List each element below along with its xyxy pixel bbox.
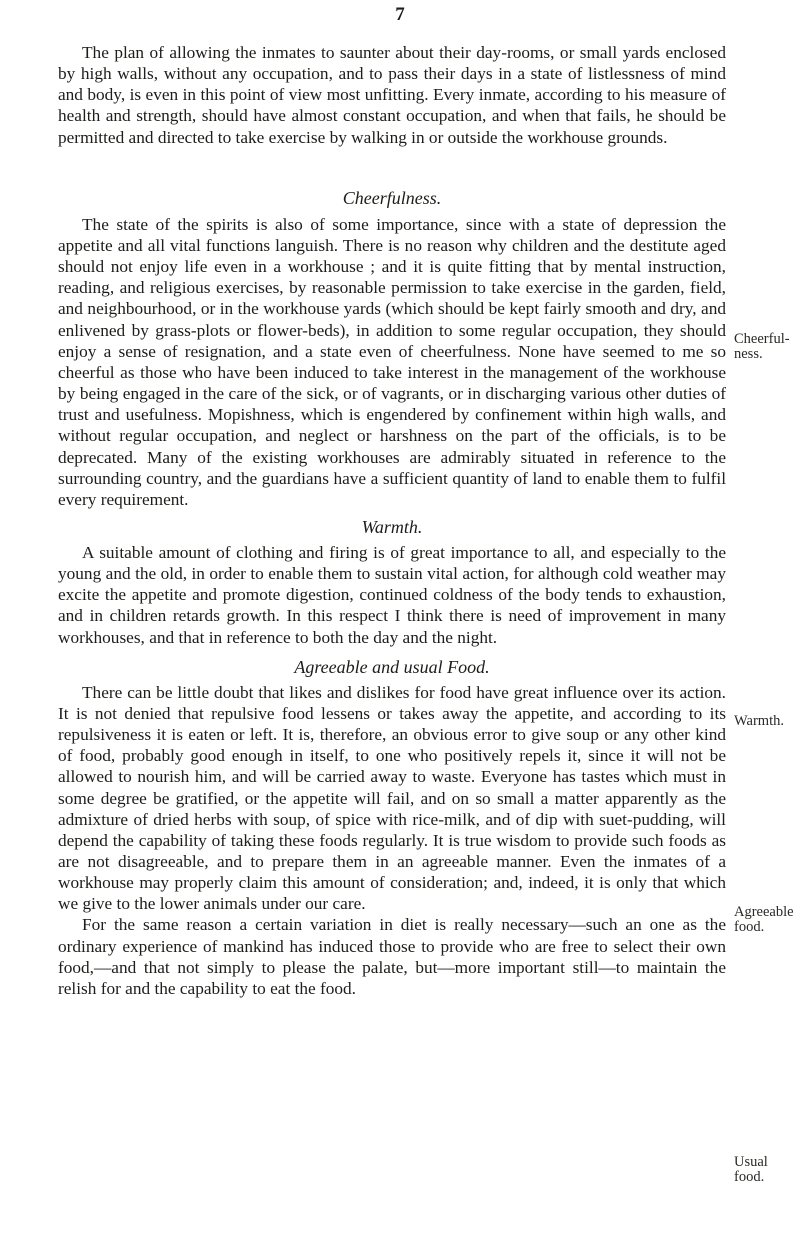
margin-note-line: ness.: [734, 346, 763, 362]
cheerfulness-paragraph: The state of the spirits is also of some importance, since with a state of depression the appetite and all vital functions languish. There is no reason why children and the destitute aged should not enjoy life even in a workhouse ; and it is quite fitting that by mental instruction, reading, and religious exercises, by reasonable permission to take exercise in the garden, field, and neighbourhood, or in the workhouse yards (which should be kept fairly smooth and dry, and enlivened by grass-plots or flower-beds), in addition to some regular occupation, they should enjoy a sense of resignation, and a state even of cheerfulness. None have seemed to me so cheerful as those who have been induced to take interest in the management of the workhouse by being engaged in the care of the sick, or of vagrants, or in discharging various other duties of trust and usefulness. Mopishness, which is engendered by confinement within high walls, and without regular occupation, and neglect or harshness on the part of the officials, is to be deprecated. Many of the existing workhouses are admirably situated in reference to the surrounding country, and the guardians have a sufficient quantity of land to enable them to fulfil every requirement.: [58, 214, 726, 509]
agreeable-food-paragraph: There can be little doubt that likes and dislikes for food have great influence over its action. It is not denied that repulsive food lessens or takes away the appetite, and according to its repulsiveness it is eaten or left. It is, therefore, an obvious error to give soup or any other kind of food, probably good enough in itself, to one who positively repels it, since it will not be allowed to nourish him, and will be carried away to waste. Everyone has tastes which must in some degree be gratified, or the appetite will fail, and on so small a matter apparently as the admixture of dried herbs with soup, of spice with rice-milk, and of dip with suet-pudding, will depend the capability of taking these foods regularly. It is true wisdom to provide such foods as are not disagreeable, and to prepare them in an agreeable manner. Even the inmates of a workhouse may properly claim this amount of consideration; and, indeed, it is only that which we give to the lower animals under our care.: [58, 682, 726, 914]
margin-note-cheerfulness: [734, 332, 800, 362]
heading-agreeable-food: Agreeable and usual Food.: [294, 656, 490, 677]
margin-note-agreeable-food: [734, 905, 800, 935]
margin-note-warmth: Warmth.: [734, 713, 784, 729]
heading-cheerfulness: Cheerfulness.: [342, 187, 442, 208]
page-body: [58, 42, 726, 999]
margin-note-line: Cheerful-: [734, 331, 790, 347]
page-number: 7: [395, 4, 405, 25]
margin-note-usual-food: Usual food.: [734, 1154, 768, 1185]
usual-food-paragraph: For the same reason a certain variation in diet is really necessary—such an one as the ordinary experience of mankind has induced those to provide who are free to select their own food,—and that not simply to please the palate, but—more important still—to maintain the relish for and the capability to eat the food.: [58, 915, 726, 998]
warmth-paragraph: A suitable amount of clothing and firing is of great importance to all, and especially to the young and the old, in order to enable them to sustain vital action, for although cold weather may excite the appetite and promote digestion, continued coldness of the body tends to exhaustion, and in children retards growth. In this respect I think there is need of improvement in many workhouses, and that in reference to both the day and the night.: [58, 542, 726, 647]
margin-note-line: food.: [734, 919, 765, 935]
margin-note-line: Agreeable: [734, 904, 794, 920]
intro-paragraph: The plan of allowing the inmates to saunter about their day-rooms, or small yards enclosed by high walls, without any occupation, and to pass their days in a state of listlessness of mind and body, is even in this point of view most unfitting. Every inmate, according to his measure of health and strength, should have almost constant occupation, and when that fails, he should be permitted and directed to take exercise by walking in or outside the workhouse grounds.: [58, 43, 726, 147]
heading-warmth: Warmth.: [361, 516, 423, 537]
